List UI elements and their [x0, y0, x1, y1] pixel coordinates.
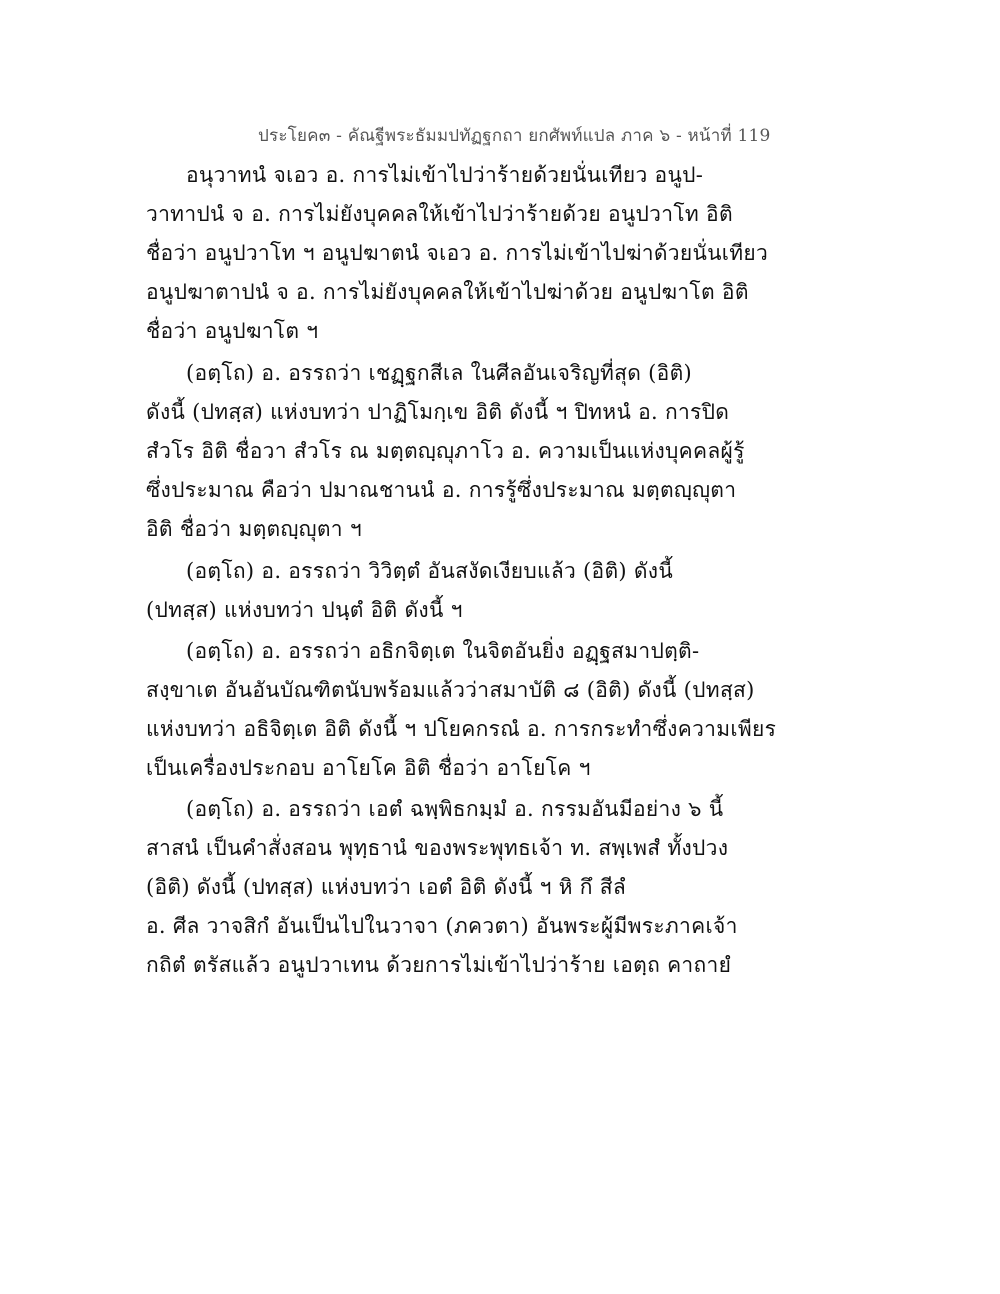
- text-line: สาสนํ เป็นคำสั่งสอน พุทฺธานํ ของพระพุทธเจ้า ท. สพฺเพสํ ทั้งปวง: [146, 836, 729, 860]
- text-line: สํวโร อิติ ชื่อวา สํวโร ณ มตฺตญฺญุภาโว อ. ความเป็นแห่งบุคคลผู้รู้: [146, 439, 745, 463]
- text-line: อนูปฆาตาปนํ จ อ. การไม่ยังบุคคลให้เข้าไปฆ่าด้วย อนูปฆาโต อิติ: [146, 280, 749, 304]
- text-line: กถิตํ ตรัสแล้ว อนูปวาเทน ด้วยการไม่เข้าไปว่าร้าย เอตฺถ คาถายํ: [146, 953, 732, 977]
- text-line: (อตฺโถ) อ. อรรถว่า เชฏฺฐกสีเล ในศีลอันเจริญที่สุด (อิติ): [186, 361, 693, 385]
- text-line: (อิติ) ดังนี้ (ปทสฺส) แห่งบทว่า เอตํ อิติ ดังนี้ ฯ หิ กึ สีลํ: [146, 875, 627, 899]
- text-line: อนุวาทนํ จเอว อ. การไม่เข้าไปว่าร้ายด้วยนั่นเทียว อนูป-: [186, 163, 704, 187]
- text-line: (อตฺโถ) อ. อรรถว่า วิวิตฺตํ อันสงัดเงียบแล้ว (อิติ) ดังนี้: [186, 559, 674, 583]
- text-line: สงฺขาเต อันอันบัณฑิตนับพร้อมแล้วว่าสมาบัติ ๘ (อิติ) ดังนี้ (ปทสฺส): [146, 678, 755, 702]
- text-line: เป็นเครื่องประกอบ อาโยโค อิติ ชื่อว่า อาโยโค ฯ: [146, 756, 591, 780]
- text-line: อ. ศีล วาจสิกํ อันเป็นไปในวาจา (ภควตา) อันพระผู้มีพระภาคเจ้า: [146, 914, 738, 938]
- text-line: ดังนี้ (ปทสฺส) แห่งบทว่า ปาฏิโมกฺเข อิติ ดังนี้ ฯ ปิทหนํ อ. การปิด: [146, 400, 730, 424]
- text-line: ชื่อว่า อนูปฆาโต ฯ: [146, 319, 319, 343]
- text-line: แห่งบทว่า อธิจิตฺเต อิติ ดังนี้ ฯ ปโยคกรณํ อ. การกระทำซึ่งความเพียร: [146, 717, 777, 741]
- text-line: (อตฺโถ) อ. อรรถว่า อธิกจิตฺเต ในจิตอันยิ่ง อฏฺฐสมาปตฺติ-: [186, 639, 700, 663]
- text-line: อิติ ชื่อว่า มตฺตญฺญุตา ฯ: [146, 517, 362, 541]
- text-line: ซึ่งประมาณ คือว่า ปมาณชานนํ อ. การรู้ซึ่งประมาณ มตฺตญฺญุตา: [146, 478, 737, 502]
- text-line: วาทาปนํ จ อ. การไม่ยังบุคคลให้เข้าไปว่าร้ายด้วย อนูปวาโท อิติ: [146, 202, 733, 226]
- text-line: ชื่อว่า อนูปวาโท ฯ อนูปฆาตนํ จเอว อ. การไม่เข้าไปฆ่าด้วยนั่นเทียว: [146, 241, 769, 265]
- text-line: (ปทสฺส) แห่งบทว่า ปนฺตํ อิติ ดังนี้ ฯ: [146, 598, 463, 622]
- text-line: (อตฺโถ) อ. อรรถว่า เอตํ ฉพฺพิธกมฺมํ อ. กรรมอันมีอย่าง ๖ นี้: [186, 797, 724, 821]
- page-header: ประโยค๓ - คัณฐีพระธัมมปทัฏฐกถา ยกศัพท์แปล ภาค ๖ - หน้าที่ 119: [258, 126, 771, 146]
